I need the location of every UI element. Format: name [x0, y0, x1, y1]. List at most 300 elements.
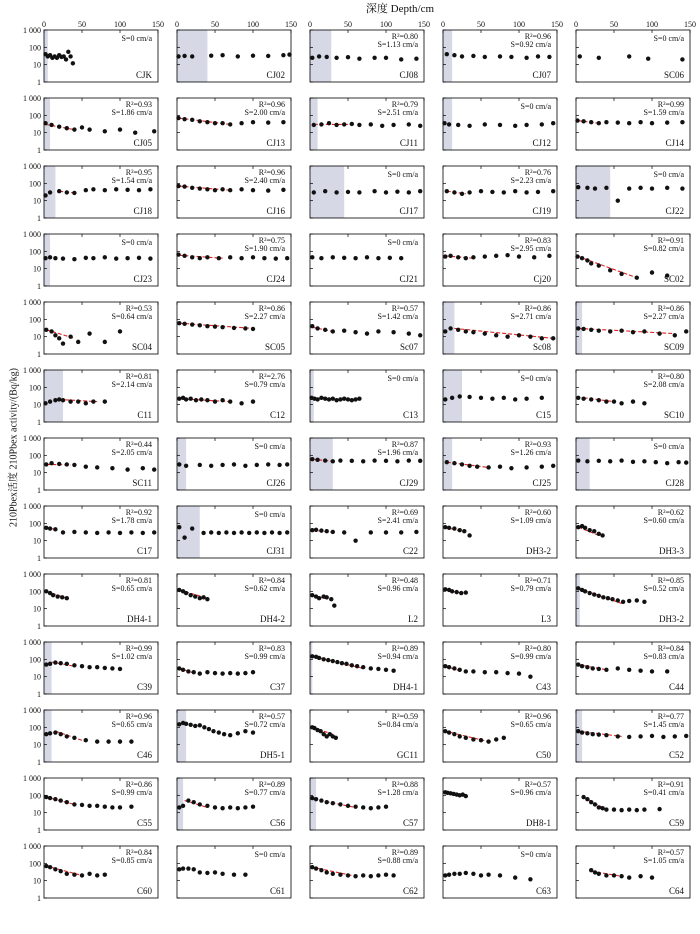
panel-c43	[443, 642, 557, 694]
panel-label: C62	[402, 886, 418, 896]
data-point	[464, 329, 468, 333]
data-point	[251, 327, 255, 331]
data-point	[255, 463, 259, 467]
data-point	[524, 465, 528, 469]
rate-annotation: S=0.99 cm/a	[244, 652, 285, 661]
shaded-region	[576, 166, 610, 218]
data-point	[177, 666, 181, 670]
data-point	[315, 397, 319, 401]
data-point	[498, 54, 502, 58]
data-point	[323, 189, 327, 193]
data-point	[220, 53, 224, 57]
rate-annotation: S=1.59 cm/a	[643, 108, 684, 117]
data-point	[53, 256, 57, 260]
data-point	[498, 465, 502, 469]
data-point	[680, 57, 684, 61]
data-point	[106, 530, 110, 534]
data-point	[357, 397, 361, 401]
rate-annotation: S=2.05 cm/a	[111, 448, 152, 457]
panel-label: CJ05	[133, 138, 152, 148]
panel-dh5-1	[177, 710, 291, 762]
data-point	[319, 256, 323, 260]
data-point	[198, 463, 202, 467]
data-point	[458, 394, 462, 398]
r2-annotation: R²=0.85	[657, 576, 684, 585]
data-point	[103, 340, 107, 344]
data-point	[585, 459, 589, 463]
panel-dh3-2	[576, 574, 690, 626]
data-point	[181, 804, 185, 808]
data-point	[464, 871, 468, 875]
data-point	[583, 589, 587, 593]
data-point	[597, 459, 601, 463]
data-point	[585, 731, 589, 735]
rate-annotation: S=2.14 cm/a	[111, 380, 152, 389]
y-tick-label: 1 000	[23, 162, 41, 171]
data-point	[236, 731, 240, 735]
r2-annotation: R²=0.83	[524, 236, 551, 245]
data-point	[505, 334, 509, 338]
x-tick-label: 150	[551, 20, 563, 29]
data-point	[118, 531, 122, 535]
rate-annotation: S=2.41 cm/a	[377, 516, 418, 525]
data-point	[462, 529, 466, 533]
panel-label: CJ24	[266, 274, 285, 284]
r2-annotation: R²=0.96	[524, 712, 551, 721]
data-point	[471, 255, 475, 259]
panel-label: CJ28	[665, 478, 684, 488]
data-point	[65, 734, 69, 738]
panel-label: C55	[136, 818, 152, 828]
data-point	[591, 666, 595, 670]
rate-annotation: S=0 cm/a	[520, 102, 551, 111]
data-point	[452, 872, 456, 876]
data-point	[103, 873, 107, 877]
rate-annotation: S=0 cm/a	[254, 850, 285, 859]
rate-annotation: S=0.79 cm/a	[244, 380, 285, 389]
data-point	[471, 872, 475, 876]
data-point	[376, 873, 380, 877]
data-point	[540, 396, 544, 400]
data-point	[376, 256, 380, 260]
data-point	[334, 190, 338, 194]
data-point	[319, 798, 323, 802]
shaded-region	[576, 710, 582, 762]
data-point	[467, 190, 471, 194]
data-point	[369, 122, 373, 126]
data-point	[591, 732, 595, 736]
data-point	[612, 807, 616, 811]
data-point	[44, 526, 48, 530]
data-point	[467, 395, 471, 399]
data-point	[314, 528, 318, 532]
data-point	[103, 666, 107, 670]
data-point	[44, 864, 48, 868]
data-point	[673, 734, 677, 738]
panel-label: C15	[535, 410, 551, 420]
rate-annotation: S=2.40 cm/a	[244, 176, 285, 185]
data-point	[220, 187, 224, 191]
data-point	[310, 457, 314, 461]
data-point	[317, 596, 321, 600]
data-point	[118, 739, 122, 743]
rate-annotation: S=0.83 cm/a	[643, 652, 684, 661]
r2-annotation: R²=0.84	[258, 576, 285, 585]
data-point	[513, 397, 517, 401]
data-point	[576, 396, 580, 400]
panel-c60	[23, 842, 158, 903]
data-point	[65, 872, 69, 876]
data-point	[353, 397, 357, 401]
data-point	[334, 123, 338, 127]
y-tick-label: 10	[33, 264, 41, 274]
rate-annotation: S=1.02 cm/a	[111, 652, 152, 661]
data-point	[638, 120, 642, 124]
data-point	[213, 805, 217, 809]
panel-sc10	[576, 370, 690, 422]
data-point	[576, 729, 580, 733]
rate-annotation: S=2.95 cm/a	[510, 244, 551, 253]
data-point	[285, 530, 289, 534]
data-point	[228, 255, 232, 259]
data-point	[331, 801, 335, 805]
panel-dh4-1	[310, 642, 424, 694]
data-point	[490, 190, 494, 194]
rate-annotation: S=2.71 cm/a	[510, 312, 551, 321]
panel-label: L2	[408, 614, 418, 624]
data-point	[684, 734, 688, 738]
y-tick-label: 100	[29, 655, 41, 665]
data-point	[66, 50, 70, 54]
y-tick-label: 100	[29, 723, 41, 733]
data-point	[665, 461, 669, 465]
data-point	[57, 189, 61, 193]
rate-annotation: S=0.64 cm/a	[111, 312, 152, 321]
data-point	[84, 188, 88, 192]
data-point	[353, 874, 357, 878]
data-point	[483, 670, 487, 674]
rate-annotation: S=1.86 cm/a	[111, 108, 152, 117]
y-tick-label: 1 000	[23, 94, 41, 103]
data-point	[319, 122, 323, 126]
rate-annotation: S=1.42 cm/a	[377, 312, 418, 321]
data-point	[616, 198, 620, 202]
panel-cj19	[443, 166, 557, 218]
data-point	[464, 736, 468, 740]
panel-sc06	[574, 20, 696, 82]
data-point	[211, 729, 215, 733]
data-point	[616, 666, 620, 670]
panel-sc08	[443, 302, 557, 354]
x-tick-label: 150	[418, 20, 430, 29]
data-point	[638, 669, 642, 673]
data-point	[152, 467, 156, 471]
data-point	[232, 531, 236, 535]
r2-annotation: R²=0.91	[657, 236, 684, 245]
data-point	[532, 255, 536, 259]
data-point	[71, 61, 75, 65]
data-point	[315, 458, 319, 462]
data-point	[346, 55, 350, 59]
data-point	[407, 331, 411, 335]
panel-label: CJ12	[532, 138, 551, 148]
data-point	[395, 459, 399, 463]
panel-c15	[443, 370, 557, 422]
data-point	[80, 803, 84, 807]
data-point	[53, 797, 57, 801]
data-point	[578, 54, 582, 58]
data-point	[486, 873, 490, 877]
panel-cj23	[23, 230, 158, 291]
data-point	[344, 662, 348, 666]
data-point	[84, 738, 88, 742]
r2-annotation: R²=0.86	[524, 304, 551, 313]
shaded-region	[177, 506, 200, 558]
data-point	[456, 123, 460, 127]
panel-label: DH4-1	[393, 682, 418, 692]
data-point	[342, 397, 346, 401]
r2-annotation: R²=0.57	[657, 848, 684, 857]
data-point	[176, 252, 180, 256]
data-point	[325, 870, 329, 874]
data-point	[593, 186, 597, 190]
panel-label: CJ14	[665, 138, 684, 148]
panel-l3	[443, 574, 557, 626]
panel-sc05	[177, 302, 291, 354]
panel-sc04	[23, 298, 158, 359]
panel-label: Cj20	[533, 274, 551, 284]
r2-annotation: R²=0.84	[657, 644, 684, 653]
data-point	[524, 123, 528, 127]
data-point	[334, 56, 338, 60]
data-point	[665, 120, 669, 124]
data-point	[239, 256, 243, 260]
panel-sc02	[575, 234, 690, 286]
panel-cj07	[441, 20, 563, 82]
data-point	[243, 729, 247, 733]
panel-label: C43	[535, 682, 551, 692]
data-point	[118, 805, 122, 809]
rate-annotation: S=0 cm/a	[387, 170, 418, 179]
data-point	[217, 730, 221, 734]
data-point	[182, 535, 186, 539]
data-point	[205, 398, 209, 402]
data-point	[350, 398, 354, 402]
panel-cj29	[310, 438, 424, 490]
panel-label: CJ07	[532, 70, 551, 80]
data-point	[353, 538, 357, 542]
data-point	[551, 189, 555, 193]
panel-label: DH4-2	[260, 614, 285, 624]
data-point	[612, 399, 616, 403]
data-point	[597, 329, 601, 333]
y-tick-label: 1 000	[23, 502, 41, 511]
data-point	[53, 730, 57, 734]
data-point	[243, 671, 247, 675]
data-point	[184, 397, 188, 401]
data-point	[342, 530, 346, 534]
y-tick-label: 10	[33, 740, 41, 750]
y-tick-label: 1	[37, 282, 41, 291]
data-point	[325, 800, 329, 804]
data-point	[657, 331, 661, 335]
data-point	[540, 465, 544, 469]
data-point	[627, 668, 631, 672]
data-point	[608, 329, 612, 333]
data-point	[391, 330, 395, 334]
rate-annotation: S=2.51 cm/a	[377, 108, 418, 117]
data-point	[182, 254, 186, 258]
r2-annotation: R²=0.96	[258, 100, 285, 109]
data-point	[369, 806, 373, 810]
data-point	[103, 255, 107, 259]
panel-label: L3	[541, 614, 551, 624]
y-tick-label: 1 000	[23, 434, 41, 443]
data-point	[665, 186, 669, 190]
r2-annotation: R²=0.99	[125, 644, 152, 653]
panel-dh3-3	[576, 506, 690, 558]
x-tick-label: 50	[477, 20, 485, 29]
rate-annotation: S=2.23 cm/a	[510, 176, 551, 185]
rate-annotation: S=0.96 cm/a	[510, 788, 551, 797]
r2-annotation: R²=0.89	[391, 848, 418, 857]
y-tick-label: 1 000	[23, 26, 41, 35]
panel-label: CJ18	[133, 206, 152, 216]
data-point	[338, 397, 342, 401]
panel-label: SC10	[663, 410, 684, 420]
data-point	[380, 124, 384, 128]
y-tick-label: 10	[33, 400, 41, 410]
data-point	[471, 669, 475, 673]
data-point	[475, 465, 479, 469]
data-point	[338, 802, 342, 806]
data-point	[205, 597, 209, 601]
data-point	[205, 324, 209, 328]
data-point	[186, 669, 190, 673]
r2-annotation: R²=0.83	[258, 644, 285, 653]
data-point	[483, 331, 487, 335]
data-point	[310, 796, 314, 800]
data-point	[61, 398, 65, 402]
data-point	[274, 256, 278, 260]
data-point	[443, 729, 447, 733]
x-tick-label: 150	[684, 20, 696, 29]
panel-cj18	[23, 162, 158, 223]
data-point	[103, 805, 107, 809]
panel-label: CJK	[135, 70, 152, 80]
data-point	[342, 256, 346, 260]
rate-annotation: S=0.72 cm/a	[244, 720, 285, 729]
data-point	[610, 597, 614, 601]
rate-annotation: S=1.90 cm/a	[244, 244, 285, 253]
data-point	[467, 464, 471, 468]
panel-label: CJ23	[133, 274, 152, 284]
data-point	[372, 189, 376, 193]
panel-cj08	[308, 20, 430, 82]
data-point	[597, 532, 601, 536]
data-point	[597, 56, 601, 60]
data-point	[551, 121, 555, 125]
panel-cj24	[176, 234, 291, 286]
data-point	[384, 459, 388, 463]
x-tick-label: 150	[285, 20, 297, 29]
data-point	[517, 671, 521, 675]
data-point	[509, 55, 513, 59]
data-point	[414, 57, 418, 61]
data-point	[177, 867, 181, 871]
panel-c44	[576, 642, 690, 694]
rate-annotation: S=0.65 cm/a	[111, 720, 152, 729]
data-point	[597, 398, 601, 402]
data-point	[152, 530, 156, 534]
data-point	[323, 458, 327, 462]
y-tick-label: 1 000	[23, 298, 41, 307]
data-point	[48, 399, 52, 403]
data-point	[498, 873, 502, 877]
panel-label: CJ29	[399, 478, 418, 488]
data-point	[581, 397, 585, 401]
y-tick-label: 100	[29, 43, 41, 53]
data-point	[251, 730, 255, 734]
data-point	[176, 184, 180, 188]
data-point	[205, 187, 209, 191]
data-point	[55, 594, 59, 598]
data-point	[198, 256, 202, 260]
data-point	[619, 272, 623, 276]
data-point	[376, 329, 380, 333]
data-point	[580, 664, 584, 668]
data-point	[551, 464, 555, 468]
r2-annotation: R²=0.95	[125, 168, 152, 177]
data-point	[43, 193, 47, 197]
data-point	[239, 401, 243, 405]
rate-annotation: S=0 cm/a	[121, 34, 152, 43]
data-point	[270, 530, 274, 534]
panel-label: CJ25	[532, 478, 551, 488]
y-tick-label: 10	[33, 536, 41, 546]
data-point	[194, 398, 198, 402]
rate-annotation: S=1.05 cm/a	[643, 856, 684, 865]
panel-label: SC09	[663, 342, 684, 352]
data-point	[589, 397, 593, 401]
data-point	[464, 590, 468, 594]
x-tick-label: 50	[344, 20, 352, 29]
data-point	[49, 329, 53, 333]
data-point	[193, 594, 197, 598]
panel-c50	[443, 710, 557, 762]
data-point	[95, 465, 99, 469]
data-point	[627, 599, 631, 603]
data-point	[190, 186, 194, 190]
rate-annotation: S=2.27 cm/a	[244, 312, 285, 321]
data-point	[536, 54, 540, 58]
data-point	[335, 660, 339, 664]
data-point	[72, 463, 76, 467]
shaded-region	[177, 710, 186, 762]
r2-annotation: R²=0.57	[524, 780, 551, 789]
data-point	[53, 867, 57, 871]
data-point	[266, 462, 270, 466]
data-point	[443, 873, 447, 877]
rate-annotation: S=1.28 cm/a	[377, 788, 418, 797]
panel-c13	[309, 370, 424, 422]
panel-label: CJ13	[266, 138, 285, 148]
data-point	[44, 662, 48, 666]
panel-c57	[310, 778, 424, 830]
data-point	[319, 868, 323, 872]
data-point	[601, 595, 605, 599]
r2-annotation: R²=0.79	[391, 100, 418, 109]
